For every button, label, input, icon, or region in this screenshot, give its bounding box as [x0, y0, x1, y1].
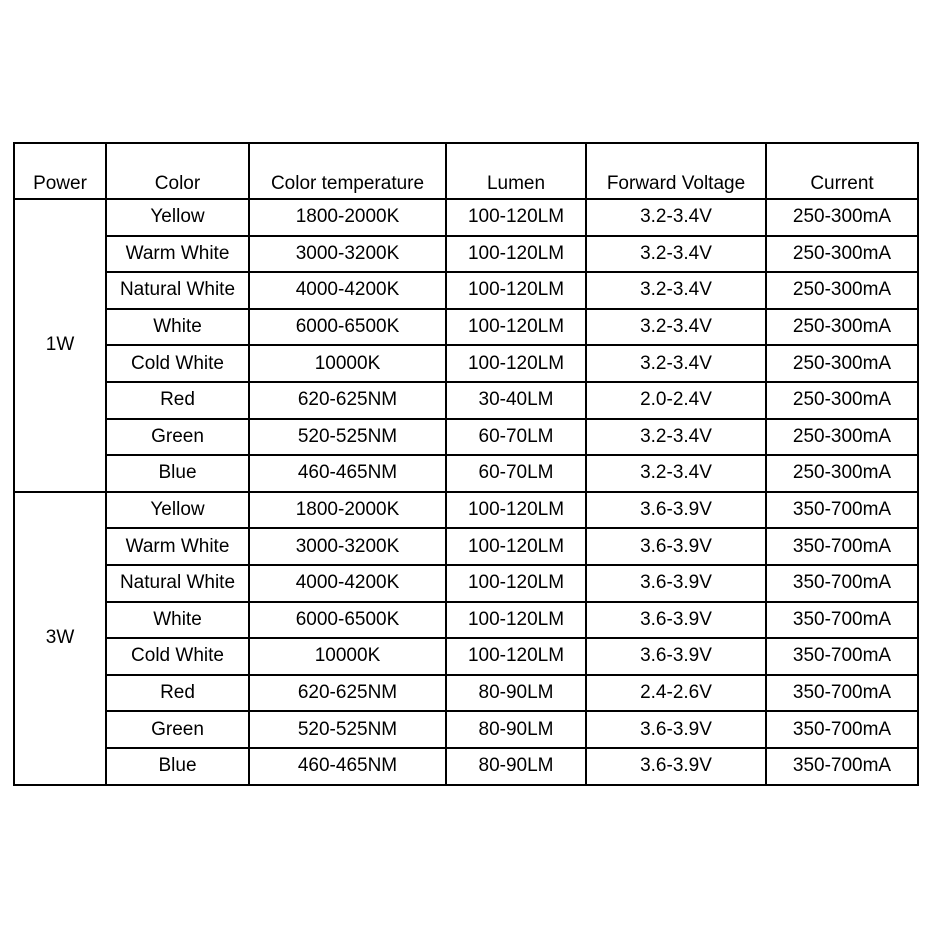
table-row [14, 455, 918, 492]
header-color: Color [106, 143, 249, 199]
temperature-cell: 520-525NM [249, 711, 446, 748]
header-color-temperature: Color temperature [249, 143, 446, 199]
lumen-cell: 100-120LM [446, 565, 586, 602]
led-spec-table [13, 142, 919, 786]
temperature-cell: 6000-6500K [249, 309, 446, 346]
color-cell: Green [106, 419, 249, 456]
power-cell: 3W [14, 492, 106, 785]
voltage-cell: 3.2-3.4V [586, 236, 766, 273]
temperature-cell: 1800-2000K [249, 492, 446, 529]
voltage-cell: 3.6-3.9V [586, 748, 766, 785]
temperature-cell: 460-465NM [249, 455, 446, 492]
lumen-cell: 100-120LM [446, 492, 586, 529]
temperature-cell: 10000K [249, 345, 446, 382]
table-row [14, 345, 918, 382]
current-cell: 250-300mA [766, 272, 918, 309]
table-header-row [14, 143, 918, 199]
lumen-cell: 100-120LM [446, 236, 586, 273]
voltage-cell: 3.2-3.4V [586, 419, 766, 456]
color-cell: Warm White [106, 528, 249, 565]
lumen-cell: 100-120LM [446, 199, 586, 236]
voltage-cell: 2.0-2.4V [586, 382, 766, 419]
voltage-cell: 3.2-3.4V [586, 455, 766, 492]
current-cell: 350-700mA [766, 638, 918, 675]
voltage-cell: 3.6-3.9V [586, 528, 766, 565]
current-cell: 350-700mA [766, 492, 918, 529]
table-row [14, 565, 918, 602]
voltage-cell: 3.2-3.4V [586, 199, 766, 236]
temperature-cell: 6000-6500K [249, 602, 446, 639]
current-cell: 350-700mA [766, 565, 918, 602]
lumen-cell: 100-120LM [446, 272, 586, 309]
voltage-cell: 3.6-3.9V [586, 602, 766, 639]
color-cell: Blue [106, 748, 249, 785]
table-row [14, 528, 918, 565]
temperature-cell: 520-525NM [249, 419, 446, 456]
color-cell: White [106, 602, 249, 639]
header-forward-voltage: Forward Voltage [586, 143, 766, 199]
table-row [14, 419, 918, 456]
temperature-cell: 460-465NM [249, 748, 446, 785]
table-row [14, 711, 918, 748]
lumen-cell: 30-40LM [446, 382, 586, 419]
current-cell: 250-300mA [766, 199, 918, 236]
lumen-cell: 80-90LM [446, 748, 586, 785]
current-cell: 250-300mA [766, 309, 918, 346]
temperature-cell: 620-625NM [249, 382, 446, 419]
color-cell: White [106, 309, 249, 346]
table-row [14, 492, 918, 529]
temperature-cell: 1800-2000K [249, 199, 446, 236]
temperature-cell: 3000-3200K [249, 528, 446, 565]
current-cell: 250-300mA [766, 345, 918, 382]
table-row [14, 602, 918, 639]
voltage-cell: 3.6-3.9V [586, 711, 766, 748]
table-row [14, 199, 918, 236]
temperature-cell: 620-625NM [249, 675, 446, 712]
table-row [14, 236, 918, 273]
lumen-cell: 60-70LM [446, 419, 586, 456]
temperature-cell: 4000-4200K [249, 272, 446, 309]
color-cell: Yellow [106, 492, 249, 529]
power-cell: 1W [14, 199, 106, 492]
voltage-cell: 2.4-2.6V [586, 675, 766, 712]
voltage-cell: 3.2-3.4V [586, 272, 766, 309]
temperature-cell: 3000-3200K [249, 236, 446, 273]
lumen-cell: 60-70LM [446, 455, 586, 492]
table-row [14, 382, 918, 419]
header-power: Power [14, 143, 106, 199]
lumen-cell: 100-120LM [446, 602, 586, 639]
lumen-cell: 80-90LM [446, 711, 586, 748]
voltage-cell: 3.2-3.4V [586, 345, 766, 382]
voltage-cell: 3.6-3.9V [586, 638, 766, 675]
current-cell: 350-700mA [766, 528, 918, 565]
current-cell: 250-300mA [766, 236, 918, 273]
table-row [14, 675, 918, 712]
lumen-cell: 100-120LM [446, 309, 586, 346]
color-cell: Blue [106, 455, 249, 492]
table-body [14, 199, 918, 785]
current-cell: 350-700mA [766, 675, 918, 712]
temperature-cell: 10000K [249, 638, 446, 675]
color-cell: Green [106, 711, 249, 748]
color-cell: Warm White [106, 236, 249, 273]
color-cell: Cold White [106, 638, 249, 675]
color-cell: Yellow [106, 199, 249, 236]
color-cell: Natural White [106, 272, 249, 309]
table-row [14, 748, 918, 785]
temperature-cell: 4000-4200K [249, 565, 446, 602]
header-lumen: Lumen [446, 143, 586, 199]
color-cell: Red [106, 382, 249, 419]
voltage-cell: 3.6-3.9V [586, 492, 766, 529]
voltage-cell: 3.2-3.4V [586, 309, 766, 346]
current-cell: 250-300mA [766, 455, 918, 492]
lumen-cell: 100-120LM [446, 345, 586, 382]
current-cell: 350-700mA [766, 748, 918, 785]
color-cell: Natural White [106, 565, 249, 602]
header-current: Current [766, 143, 918, 199]
current-cell: 250-300mA [766, 382, 918, 419]
table-row [14, 272, 918, 309]
current-cell: 250-300mA [766, 419, 918, 456]
table-row [14, 638, 918, 675]
table-row [14, 309, 918, 346]
current-cell: 350-700mA [766, 711, 918, 748]
voltage-cell: 3.6-3.9V [586, 565, 766, 602]
color-cell: Red [106, 675, 249, 712]
lumen-cell: 100-120LM [446, 528, 586, 565]
color-cell: Cold White [106, 345, 249, 382]
current-cell: 350-700mA [766, 602, 918, 639]
lumen-cell: 80-90LM [446, 675, 586, 712]
lumen-cell: 100-120LM [446, 638, 586, 675]
